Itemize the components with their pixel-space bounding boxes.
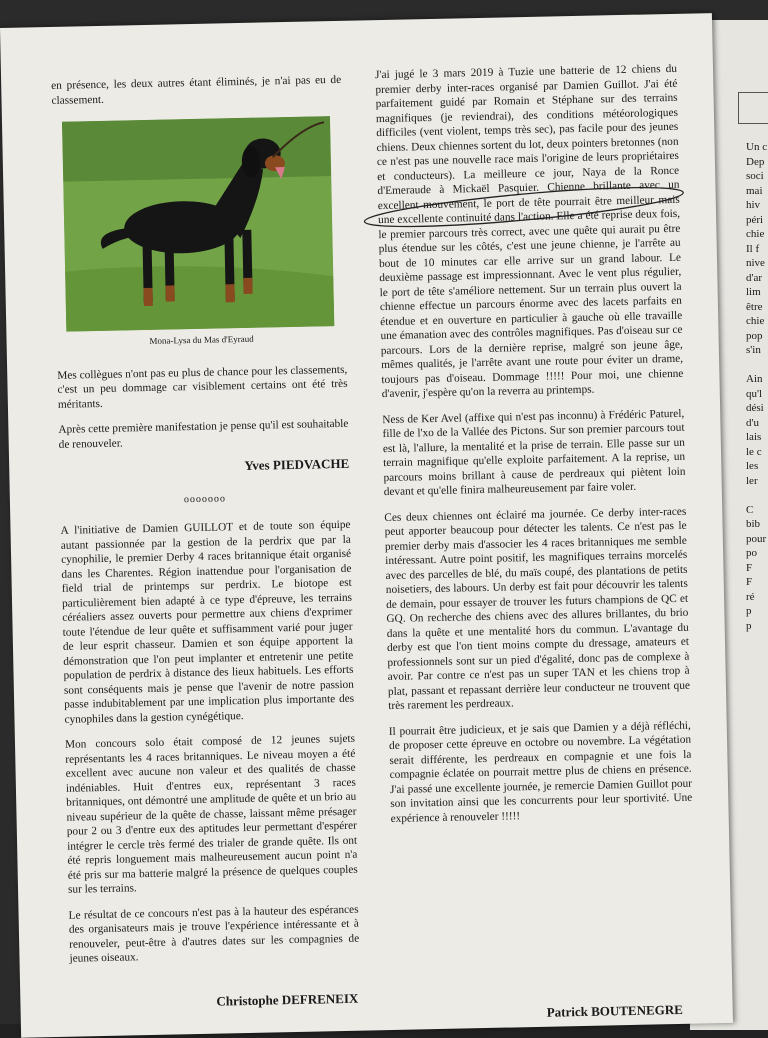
adjacent-fragment: d'u [746,416,759,429]
adjacent-fragment: péri [746,213,764,226]
adjacent-fragment: dési [746,402,764,414]
adjacent-fragment: po [746,547,757,559]
adjacent-fragment: nive [746,257,765,269]
photo-caption: Mona-Lysa du Mas d'Eyraud [149,333,254,346]
paragraph-3: A l'initiative de Damien GUILLOT et de toute son équipe autant passionnée par la gestion de la perdrix que par la cynophilie, le premier Derby 4 races britannique était organisé dans les Charentes. Région inattendue pour l'organisation de field trial de printemps sur perdrix. Le biotope est particulièrement bien adapté à ce type d'épreuve, les terrains céréaliers assez ouverts pour permettre aux chiens d'exprimer toute l'étendue de leur quête et suffisamment varié pour juger de leur esprit chasseur. Damien et son équipe apportent la démonstration que l'on peut implanter et entretenir une petite population de perdrix à distance des lieux habituels. Les efforts sont conséquents mais je pense que l'avenir de notre passion passe indubitablement par une implication plus importante des cynophiles dans la gestion cynégétique. [60,518,355,726]
adjacent-fragment: ré [746,590,755,603]
adjacent-fragment [746,488,768,503]
adjacent-fragment: Dep [746,155,765,168]
adjacent-fragment: F [746,576,753,588]
adjacent-fragment: mai [746,184,763,197]
mid-paragraph-1: J'ai jugé le 3 mars 2019 à Tuzie une batterie de 12 chiens du premier derby inter-races organisé par Damien Guillot. J'ai été parfaitement guidé par Romain et Stéphane sur des terrains magnifiques (je reviendrai), des conditions météorologiques difficiles (vent violent, temps très sec), pas facile pour des jeunes chiens. Deux chiennes sortent du lot, deux pointers bretonnes (non ce n'est pas une nouvelle race mais l'origine de leurs propriétaires et conducteurs). La meilleure ce jour, Naya de la Ronce d'Emeraude à Mickaël Pasquier. Chienne brillante avec un excellent mouvement, le port de tête pourrait être meilleur mais une excellente continuité dans l'action. Elle a été reprise deux fois, le premier parcours très correct, avec une quête qui aurait pu être plus étendue sur les côtés, c'est une jeune chienne, je l'arrête au bout de 10 minutes car elle arrive sur un grand labour. Le deuxième passage est impressionnant. Avec le vent plus régulier, le port de tête s'améliore nettement. Sur un terrain plus ouvert la chienne effectue un parcours énorme avec des lacets parfaits en étendue et en ouverture en particulier à gauche où elle travaille une émanation avec des contrôles magnifiques. Pas d'oiseau sur ce parcours. Lors de la dernière reprise, malgré son jeune âge, mêmes qualités, je l'arrête avant une route pour éviter un drame, toujours pas d'oiseau. Dommage !!!!! Pour moi, une chienne d'avenir, j'espère qu'on la reverra au printemps. [374,62,684,401]
adjacent-fragment: le c [746,445,762,458]
paragraph-4: Mon concours solo était composé de 12 jeunes sujets représentants les 4 races britanniques. Le niveau moyen a été excellent avec aucune non valeur et des qualités de chasse indéniables. Huit d'entres eux, représentant 3 races britanniques, ont démontré une amplitude de quête et un brio au niveau supérieur de la quête de chasse, laissant même présager pour 2 ou 3 d'entre eux des aptitudes leur permettant d'espérer intégrer le cercle très fermé des trialer de grande quête. Ils ont été repris longuement mais malheureusement aucun point n'a été pris sur ma batterie malgré la présence de quelques couples sur les terrains. [64,732,358,896]
mid-paragraph-3: Ces deux chiennes ont éclairé ma journée. Ce derby inter-races peut apporter beaucoup pour détecter les talents. Ce n'est pas le premier derby mais d'associer les 4 races britanniques me semble intéressant. Autre point positif, les magnifiques terrains morcelés avec des parcelles de blé, du maïs coupé, des plantations de petits noisetiers, des labours. Un derby est fait pour découvrir les talents de demain, pour essayer de trouver les futurs champions de QC et GQ. On recherche des chiens avec des allures brillantes, du brio dans la quête et une mentalité hors du commun. L'avantage du derby est que l'on tient moins compte du dressage, amateurs et professionnels sont sur un pied d'égalité, donc pas de complexe à avoir. Par contre ce n'est pas un super TAN et les chiens trop à plat, passant et repassant derrière leur conducteur ne trouvent que très rarement les perdreaux. [384,505,691,713]
signature-piedvache: Yves PIEDVACHE [244,455,350,473]
adjacent-fragment: d'ar [746,271,763,284]
adjacent-fragment: pop [746,329,763,342]
adjacent-fragment: p [746,619,752,632]
adjacent-fragment [746,358,768,373]
signature-bouteneigre: Patrick BOUTENEGRE [546,1001,684,1020]
adjacent-fragment: pour [746,532,767,545]
adjacent-fragment: p [746,605,752,617]
magazine-page [0,13,733,1038]
adjacent-fragment: Il f [746,242,760,255]
adjacent-fragment: chie [746,228,765,240]
adjacent-fragment: Ain [746,373,763,385]
adjacent-fragment: qu'l [746,387,763,400]
adjacent-page-box [738,92,768,124]
adjacent-fragment: F [746,561,753,574]
mid-paragraph-2: Ness de Ker Avel (affixe qui n'est pas inconnu) à Frédéric Paturel, fille de l'xo de la Vallée des Pictons. Sur son premier parcours tout est là, l'allure, la mentalité et la prise de terrain. Elle passe sur un terrain magnifique qu'elle exploite parfaitement. A la reprise, un parcours moins brillant à cause de perdreaux qui piètent loin devant et qu'elle finira malheureusement par faire voler. [382,407,686,499]
adjacent-fragment: soci [746,170,764,182]
adjacent-fragment: les [746,460,759,472]
adjacent-fragment: ler [746,474,758,487]
middle-column [375,62,693,837]
left-column [51,73,360,977]
paragraph-5: Le résultat de ce concours n'est pas à la hauteur des espérances des organisateurs mais je trouve l'expérience intéressante et à renouveler, peut-être à d'autres dates sur les compagnies de jeunes oiseaux. [68,903,360,965]
adjacent-page-text [746,140,768,633]
intro-text: en présence, les deux autres étant éliminés, je n'ai pas eu de classement. [51,73,342,107]
adjacent-fragment: chie [746,315,765,327]
adjacent-fragment: s'in [746,344,761,356]
mid-paragraph-4: Il pourrait être judicieux, et je sais que Damien y a déjà réfléchi, de proposer cette épreuve en octobre ou novembre. La végétation serait différente, les perdreaux en compagnie et une fois la compagnie éclatée on pourrait mettre plus de chiens en présence. J'ai passé une excellente journée, je remercie Damien Guillot pour son invitation ainsi que les concurrents pour leur sportivité. Une expérience à renouveler !!!!! [388,719,693,825]
adjacent-fragment: bib [746,518,761,530]
paragraph-1: Mes collègues n'ont pas eu plus de chance pour les classements, c'est un peu dommage car visiblement certains ont été très méritants. [57,363,348,411]
adjacent-fragment: Un c [746,141,768,153]
signature-defreneix: Christophe DEFRENEIX [216,990,359,1009]
gordon-setter-image [62,116,334,332]
separator: ooooooo [183,492,227,505]
paragraph-2: Après cette première manifestation je pense qu'il est souhaitable de renouveler. [58,417,349,451]
adjacent-fragment: hiv [746,199,761,211]
dog-photo [62,116,334,332]
adjacent-fragment: lim [746,286,761,298]
adjacent-fragment: être [746,300,763,313]
adjacent-fragment: C [746,503,754,516]
adjacent-fragment: lais [746,431,762,443]
